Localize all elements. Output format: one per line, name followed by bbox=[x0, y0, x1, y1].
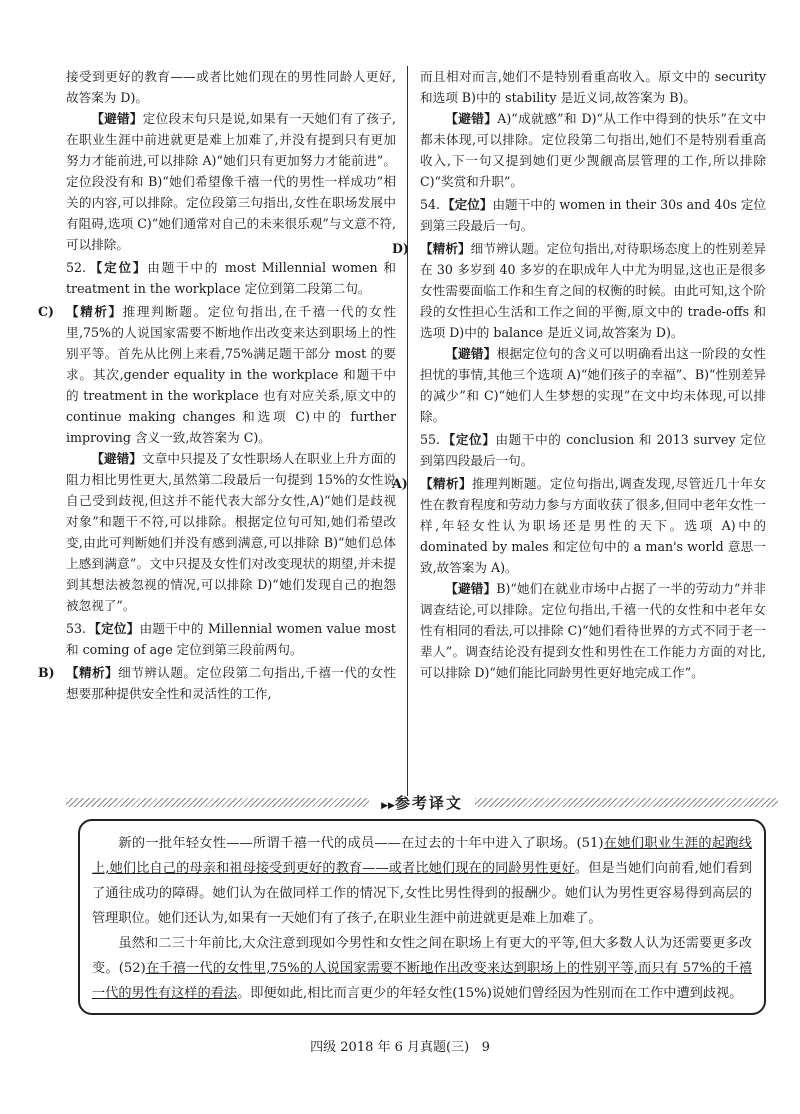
q52-analysis: C) 【精析】推理判断题。定位句指出,在千禧一代的女性里,75%的人说国家需要不断地作出改变来达到职场上的性别平等。首先从比例上来看,75%满足题干部分 most 的要求。其次,gender equality in the workplace 和题干中的 treatment in the workplace 也有对应关系,原文中的 continue making changes 和选项 C)中的 further improving 含义一致,故答案为 C)。 bbox=[66, 301, 396, 448]
q52-answer: C) bbox=[38, 304, 54, 319]
q52-number: 52. bbox=[66, 260, 87, 275]
translation-heading: ▶▶ 参考译文 bbox=[369, 792, 475, 813]
q53-answer: B) bbox=[38, 665, 55, 680]
page-footer bbox=[0, 1036, 800, 1055]
left-intro-paragraph: 接受到更好的教育——或者比她们现在的男性同龄人更好,故答案为 D)。 bbox=[66, 69, 396, 105]
q53-analysis: B) 【精析】细节辨认题。定位段第二句指出,千禧一代的女性想要那种提供安全性和灵活性的工作, bbox=[66, 662, 396, 704]
q54-locate: 54. 【定位】由题干中的 women in their 30s and 40s 定位到第三段最后一句。 bbox=[420, 194, 766, 236]
q53-locate: 53. 【定位】由题干中的 Millennial women value most 和 coming of age 定位到第三段前两句。 bbox=[66, 618, 396, 660]
q53-avoid-error: 【避错】A)“成就感”和 D)“从工作中得到的快乐”在文中都未体现,可以排除。定位段第二句指出,她们不是特别看重高收入,下一句又提到她们更少觊觎高层管理的工作,所以排除 C)“奖赏和升职”。 bbox=[420, 111, 767, 189]
left-column bbox=[38, 66, 397, 704]
q54-answer: D) bbox=[392, 241, 409, 256]
footer-title: 四级 2018 年 6 月真题(三) bbox=[310, 1040, 470, 1055]
right-column bbox=[392, 66, 767, 683]
q54-number: 54. bbox=[420, 197, 441, 212]
translation-section-divider bbox=[66, 792, 778, 812]
q55-analysis: A) 【精析】推理判断题。定位句指出,调查发现,尽管近几十年女性在教育程度和劳动力参与方面收获了很多,但同中老年女性一样,年轻女性认为职场还是男性的天下。选项 A)中的 dominated by males 和定位句中的 a man's world 意思一致,故答案为 A)。 bbox=[420, 473, 766, 578]
q55-answer: A) bbox=[392, 476, 408, 491]
column-divider bbox=[407, 66, 408, 796]
q52-locate: 52. 【定位】由题干中的 most Millennial women 和 treatment in the workplace 定位到第二段第二句。 bbox=[66, 257, 396, 299]
page-number: 9 bbox=[481, 1040, 490, 1055]
avoid-error-tag: 【避错】 bbox=[91, 111, 143, 126]
hatch-decoration-right bbox=[475, 798, 778, 807]
underlined-answer-51: 在她们职业生涯的起跑线上,她们比自己的母亲和祖母接受到更好的教育——或者比她们现在的同龄男性更好 bbox=[92, 836, 752, 876]
q54-analysis: D) 【精析】细节辨认题。定位句指出,对待职场态度上的性别差异在 30 多岁到 40 多岁的在职成年人中尤为明显,这也正是很多女性需要面临工作和生育之间的权衡的时候。由此可知,这个阶段的女性担心生活和工作之间的平衡,原文中的 trade-offs 和选项 D)中的 balance 是近义词,故答案为 D)。 bbox=[420, 238, 766, 343]
q55-avoid-error: 【避错】B)“她们在就业市场中占据了一半的劳动力”并非调查结论,可以排除。定位句指出,千禧一代的女性和中老年女性有相同的看法,可以排除 C)“她们看待世界的方式不同于老一辈人”。调查结论没有提到女性和男性在工作能力方面的对比,可以排除 D)“她们能比同龄男性更好地完成工作”。 bbox=[420, 581, 767, 680]
translation-paragraph-1: 新的一批年轻女性——所谓千禧一代的成员——在过去的十年中进入了职场。(51)在她们职业生涯的起跑线上,她们比自己的母亲和祖母接受到更好的教育——或者比她们现在的同龄男性更好。但是当她们向前看,她们看到了通往成功的障碍。她们认为在做同样工作的情况下,女性比男性得到的报酬少。她们认为男性更容易得到高层的管理职位。她们还认为,如果有一天她们有了孩子,在职业生涯中前进就更是难上加难了。 bbox=[92, 836, 752, 926]
q52-avoid-error: 【避错】文章中只提及了女性职场人在职业上升方面的阻力相比男性更大,虽然第二段最后一句提到 15%的女性说自己受到歧视,但这并不能代表大部分女性,A)“她们是歧视对象”和题干不符,可以排除。根据定位句可知,她们希望改变,由此可判断她们并没有感到满意,可以排除 B)“她们总体上感到满意”。文中只提及女性们对改变现状的期望,并未提到其想法被忽视的情况,可以排除 D)“她们发现自己的抱怨被忽视了”。 bbox=[66, 451, 397, 613]
q55-number: 55. bbox=[420, 432, 441, 447]
hatch-decoration-left bbox=[66, 798, 369, 807]
q55-locate: 55. 【定位】由题干中的 conclusion 和 2013 survey 定位到第四段最后一句。 bbox=[420, 429, 766, 471]
q54-avoid-error: 【避错】根据定位句的含义可以明确看出这一阶段的女性担忧的事情,其他三个选项 A)“她们孩子的幸福”、B)“性别差异的减少”和 C)“她们人生梦想的实现”在文中均未体现,可以排除。 bbox=[420, 346, 767, 424]
right-intro-paragraph: 而且相对而言,她们不是特别看重高收入。原文中的 security 和选项 B)中的 stability 是近义词,故答案为 B)。 bbox=[420, 69, 766, 105]
q53-number: 53. bbox=[66, 621, 87, 636]
translation-box bbox=[78, 819, 766, 1015]
translation-paragraph-2: 虽然和二三十年前比,大众注意到现如今男性和女性之间在职场上有更大的平等,但大多数人认为还需要更多改变。(52)在千禧一代的女性里,75%的人说国家需要不断地作出改变来达到职场上的性别平等,而只有 57%的千禧一代的男性有这样的看法。即便如此,相比而言更少的年轻女性(15%)说她们曾经因为性别而在工作中遭到歧视。 bbox=[92, 936, 752, 1001]
q51-avoid-error: 【避错】定位段末句只是说,如果有一天她们有了孩子,在职业生涯中前进就更是难上加难了,并没有提到只有更加努力才能前进,可以排除 A)“她们只有更加努力才能前进”。定位段没有和 B)“她们希望像千禧一代的男性一样成功”相关的内容,可以排除。定位段第三句指出,女性在职场发展中有阻碍,选项 C)“她们通常对自己的未来很乐观”与文意不符,可以排除。 bbox=[66, 111, 397, 252]
underlined-answer-52: 在千禧一代的女性里,75%的人说国家需要不断地作出改变来达到职场上的性别平等,而只有 57%的千禧一代的男性有这样的看法 bbox=[92, 961, 752, 1001]
